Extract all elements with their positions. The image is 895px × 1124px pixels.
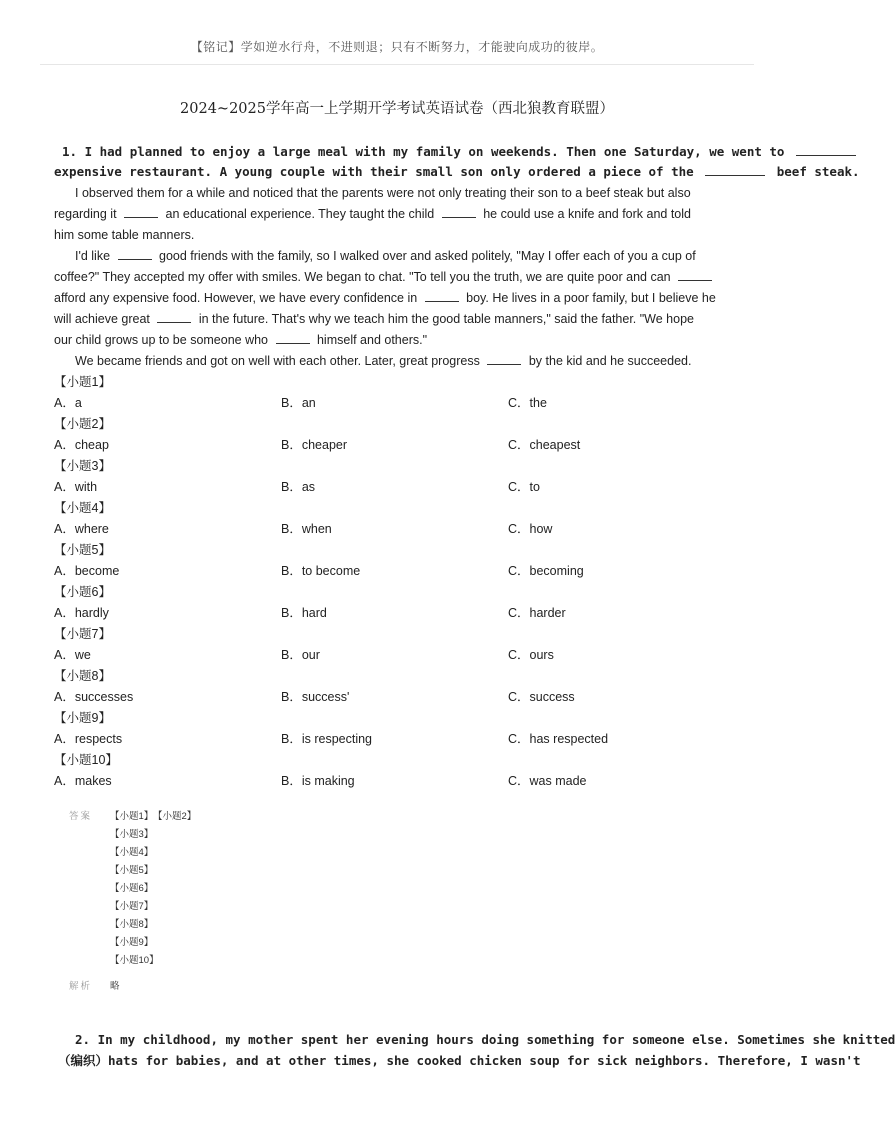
answer-item: 【小题1】 [110, 811, 154, 822]
option-c: C．to [508, 480, 540, 494]
option-c: C．cheapest [508, 438, 581, 452]
answer-label: 答案 [69, 811, 93, 822]
passage1-text: regarding it [54, 207, 117, 221]
answer-item: 【小题2】 [153, 811, 197, 822]
option-c: C．has respected [508, 732, 609, 746]
header-divider [40, 64, 754, 65]
question-label: 【小题7】 [54, 627, 111, 641]
option-c: C．was made [508, 774, 587, 788]
blank-1 [796, 143, 856, 156]
analysis-text: 略 [110, 981, 120, 992]
blank-5 [118, 247, 152, 260]
passage1-text: in the future. That's why we teach him the good table manners," said the father. "We hope [198, 312, 694, 326]
option-b: B．cheaper [281, 438, 348, 452]
blank-9 [276, 331, 310, 344]
answer-item: 【小题5】 [110, 865, 154, 876]
exam-title: 2024~2025学年高一上学期开学考试英语试卷（西北狼教育联盟） [180, 101, 614, 117]
motto: 【铭记】学如逆水行舟，不进则退；只有不断努力，才能驶向成功的彼岸。 [190, 40, 604, 54]
answer-item: 【小题4】 [110, 847, 154, 858]
passage1-line10 [54, 330, 427, 350]
option-c: C．how [508, 522, 553, 536]
option-b: B．success' [281, 690, 350, 704]
passage1-line9 [54, 309, 694, 329]
blank-10 [487, 352, 521, 365]
passage1-text: I'd like [75, 249, 111, 263]
answer-item: 【小题9】 [110, 937, 154, 948]
option-a: A．we [54, 648, 91, 662]
question-label: 【小题2】 [54, 417, 111, 431]
blank-2 [705, 163, 765, 176]
option-b: B．as [281, 480, 316, 494]
passage1-line5: him some table manners. [54, 228, 195, 242]
option-b: B．when [281, 522, 332, 536]
question-label: 【小题1】 [54, 375, 111, 389]
option-a: A．with [54, 480, 98, 494]
answer-item: 【小题8】 [110, 919, 154, 930]
option-c: C．harder [508, 606, 566, 620]
passage1-text: our child grows up to be someone who [54, 333, 269, 347]
answer-item: 【小题10】 [110, 955, 159, 966]
question-label: 【小题6】 [54, 585, 111, 599]
passage1-text: 1. I had planned to enjoy a large meal with my family on weekends. Then one Saturday, we went to [62, 144, 785, 159]
option-c: C．ours [508, 648, 554, 662]
blank-6 [678, 268, 712, 281]
passage1-text: afford any expensive food. However, we have every confidence in [54, 291, 418, 305]
option-b: B．hard [281, 606, 327, 620]
passage1-text: good friends with the family, so I walked over and asked politely, "May I offer each of you a cup of [159, 249, 696, 263]
passage1-text: expensive restaurant. A young couple with their small son only ordered a piece of the [54, 164, 694, 179]
option-b: B．to become [281, 564, 361, 578]
option-a: A．successes [54, 690, 134, 704]
passage1-text: We became friends and got on well with each other. Later, great progress [75, 354, 480, 368]
passage1-text: an educational experience. They taught the child [165, 207, 435, 221]
passage1-text: he could use a knife and fork and told [483, 207, 691, 221]
option-b: B．our [281, 648, 320, 662]
option-a: A．makes [54, 774, 112, 788]
option-c: C．the [508, 396, 547, 410]
option-a: A．cheap [54, 438, 109, 452]
question-label: 【小题3】 [54, 459, 111, 473]
passage1-text: himself and others." [316, 333, 428, 347]
answer-item: 【小题6】 [110, 883, 154, 894]
option-b: B．is respecting [281, 732, 373, 746]
passage1-text: coffee?" They accepted my offer with smiles. We began to chat. "To tell you the truth, we are quite poor and can [54, 270, 671, 284]
question-label: 【小题9】 [54, 711, 111, 725]
passage1-line2 [54, 162, 860, 182]
passage1-line3: I observed them for a while and noticed that the parents were not only treating their son to a beef steak but also [75, 186, 691, 200]
passage2-line1: 2. In my childhood, my mother spent her evening hours doing something for someone else. Sometimes she knitted [75, 1032, 895, 1047]
answer-item: 【小题3】 [110, 829, 154, 840]
passage1-text: beef steak. [776, 164, 860, 179]
option-c: C．success [508, 690, 575, 704]
question-label: 【小题10】 [54, 753, 118, 767]
passage1-line1 [62, 142, 860, 162]
blank-4 [442, 205, 476, 218]
passage1-line8 [54, 288, 716, 308]
passage1-line4 [54, 204, 691, 224]
question-label: 【小题4】 [54, 501, 111, 515]
passage1-text: will achieve great [54, 312, 150, 326]
blank-7 [425, 289, 459, 302]
blank-3 [124, 205, 158, 218]
option-c: C．becoming [508, 564, 584, 578]
passage2-line2: （编织）hats for babies, and at other times, she cooked chicken soup for sick neighbors. Therefore, I wasn't [58, 1053, 861, 1068]
passage1-line6 [75, 246, 696, 266]
option-b: B．is making [281, 774, 355, 788]
passage1-text: by the kid and he succeeded. [528, 354, 692, 368]
option-a: A．respects [54, 732, 123, 746]
answer-item: 【小题7】 [110, 901, 154, 912]
question-label: 【小题8】 [54, 669, 111, 683]
option-a: A．become [54, 564, 120, 578]
passage1-text: boy. He lives in a poor family, but I believe he [466, 291, 716, 305]
passage1-line11 [75, 351, 691, 371]
option-a: A．hardly [54, 606, 109, 620]
blank-8 [157, 310, 191, 323]
analysis-label: 解析 [69, 981, 93, 992]
option-a: A．a [54, 396, 82, 410]
passage1-line7 [54, 267, 716, 287]
question-label: 【小题5】 [54, 543, 111, 557]
option-b: B．an [281, 396, 316, 410]
option-a: A．where [54, 522, 109, 536]
